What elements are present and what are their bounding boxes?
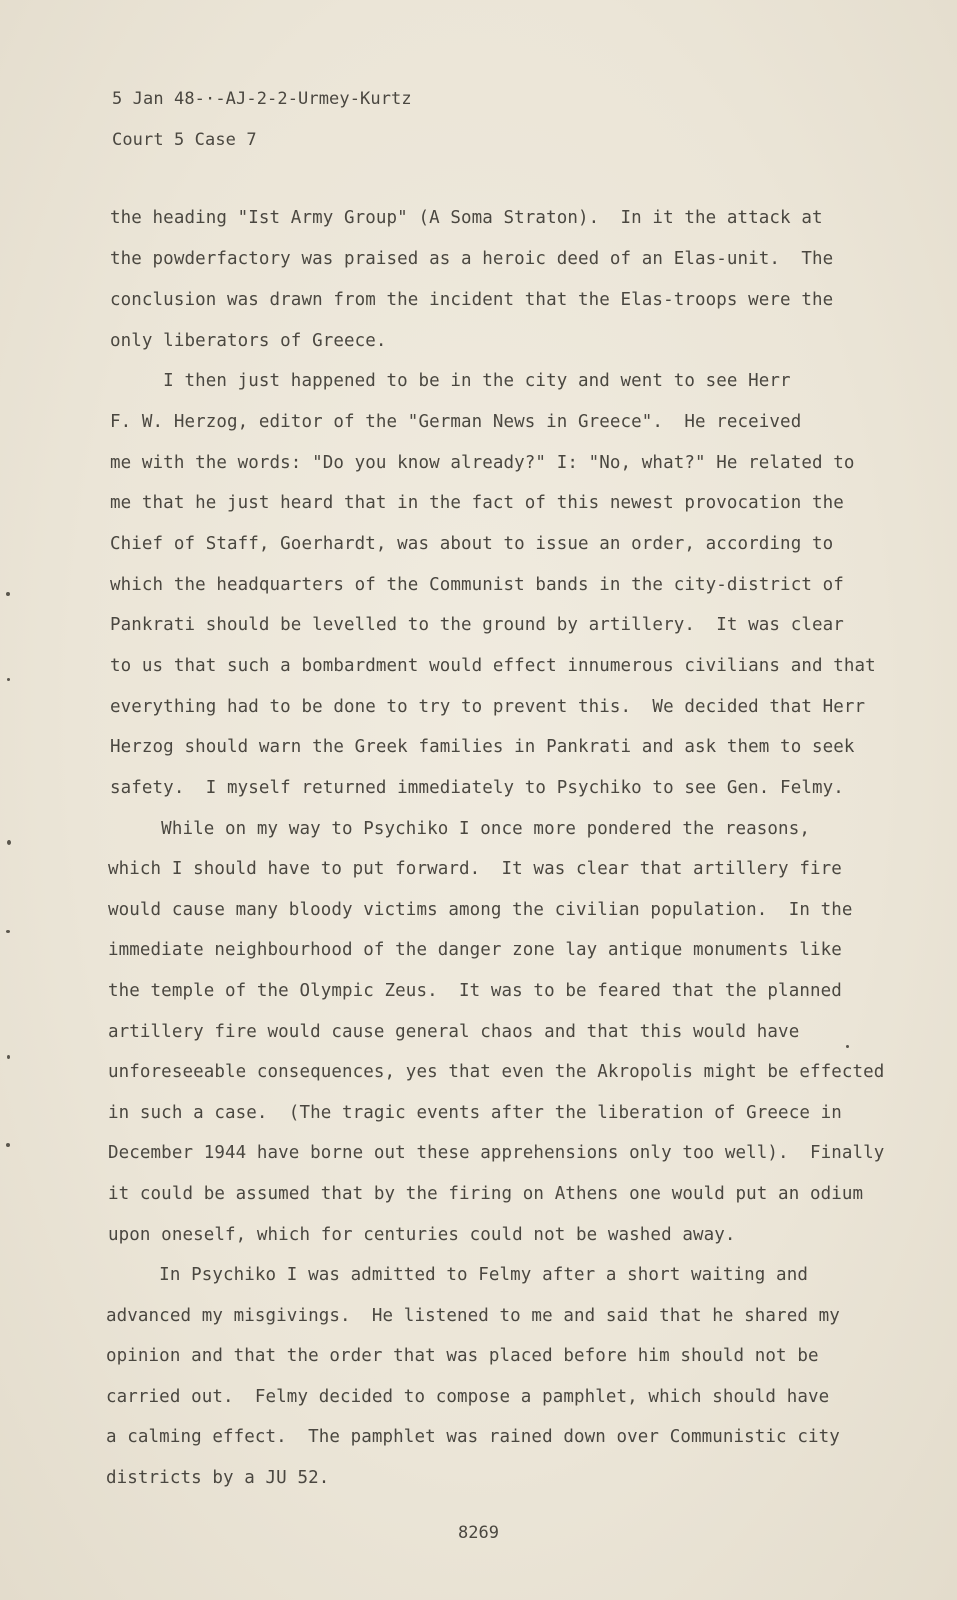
text-line: districts by a JU 52. — [106, 1468, 330, 1488]
text-line: it could be assumed that by the firing on Athens one would put an odium — [108, 1184, 864, 1204]
text-line: unforeseeable consequences, yes that even the Akropolis might be effected — [108, 1062, 885, 1082]
margin-speck — [6, 592, 10, 596]
text-line: carried out. Felmy decided to compose a pamphlet, which should have — [106, 1387, 830, 1407]
text-line: me that he just heard that in the fact of this newest provocation the — [110, 493, 844, 513]
text-line: everything had to be done to try to prevent this. We decided that Herr — [110, 697, 866, 717]
text-line: opinion and that the order that was placed before him should not be — [106, 1346, 819, 1366]
text-line: upon oneself, which for centuries could not be washed away. — [108, 1225, 736, 1245]
page-number: 8269 — [458, 1523, 499, 1543]
text-line: Pankrati should be levelled to the ground by artillery. It was clear — [110, 615, 844, 635]
text-line: advanced my misgivings. He listened to me and said that he shared my — [106, 1306, 840, 1326]
margin-speck — [846, 1045, 849, 1048]
text-line: While on my way to Psychiko I once more pondered the reasons, — [108, 819, 810, 839]
margin-speck — [7, 840, 11, 845]
text-line: F. W. Herzog, editor of the "German News in Greece". He received — [110, 412, 802, 432]
text-line: a calming effect. The pamphlet was rained down over Communistic city — [106, 1427, 840, 1447]
text-line: Herzog should warn the Greek families in Pankrati and ask them to seek — [110, 737, 855, 757]
text-line: Chief of Staff, Goerhardt, was about to issue an order, according to — [110, 534, 834, 554]
text-line: would cause many bloody victims among the civilian population. In the — [108, 900, 853, 920]
text-line: the heading "Ist Army Group" (A Soma Straton). In it the attack at — [110, 208, 823, 228]
text-line: safety. I myself returned immediately to Psychiko to see Gen. Felmy. — [110, 778, 844, 798]
text-line: me with the words: "Do you know already?" I: "No, what?" He related to — [110, 453, 855, 473]
text-line: in such a case. (The tragic events after the liberation of Greece in — [108, 1103, 842, 1123]
text-line: conclusion was drawn from the incident that the Elas-troops were the — [110, 290, 834, 310]
text-line: December 1944 have borne out these apprehensions only too well). Finally — [108, 1143, 885, 1163]
margin-speck — [6, 930, 10, 933]
text-line: which I should have to put forward. It was clear that artillery fire — [108, 859, 842, 879]
court-case-line: Court 5 Case 7 — [112, 130, 257, 150]
text-line: In Psychiko I was admitted to Felmy after a short waiting and — [106, 1265, 808, 1285]
text-line: immediate neighbourhood of the danger zone lay antique monuments like — [108, 940, 842, 960]
text-line: which the headquarters of the Communist bands in the city-district of — [110, 575, 844, 595]
margin-speck — [7, 1055, 10, 1059]
text-line: I then just happened to be in the city and went to see Herr — [110, 371, 791, 391]
text-line: the powderfactory was praised as a heroic deed of an Elas-unit. The — [110, 249, 834, 269]
document-reference: 5 Jan 48-·-AJ-2-2-Urmey-Kurtz — [112, 89, 412, 109]
text-line: the temple of the Olympic Zeus. It was to be feared that the planned — [108, 981, 842, 1001]
margin-speck — [6, 1143, 10, 1147]
text-line: to us that such a bombardment would effect innumerous civilians and that — [110, 656, 876, 676]
margin-speck — [7, 678, 10, 681]
text-line: only liberators of Greece. — [110, 331, 387, 351]
text-line: artillery fire would cause general chaos and that this would have — [108, 1022, 800, 1042]
